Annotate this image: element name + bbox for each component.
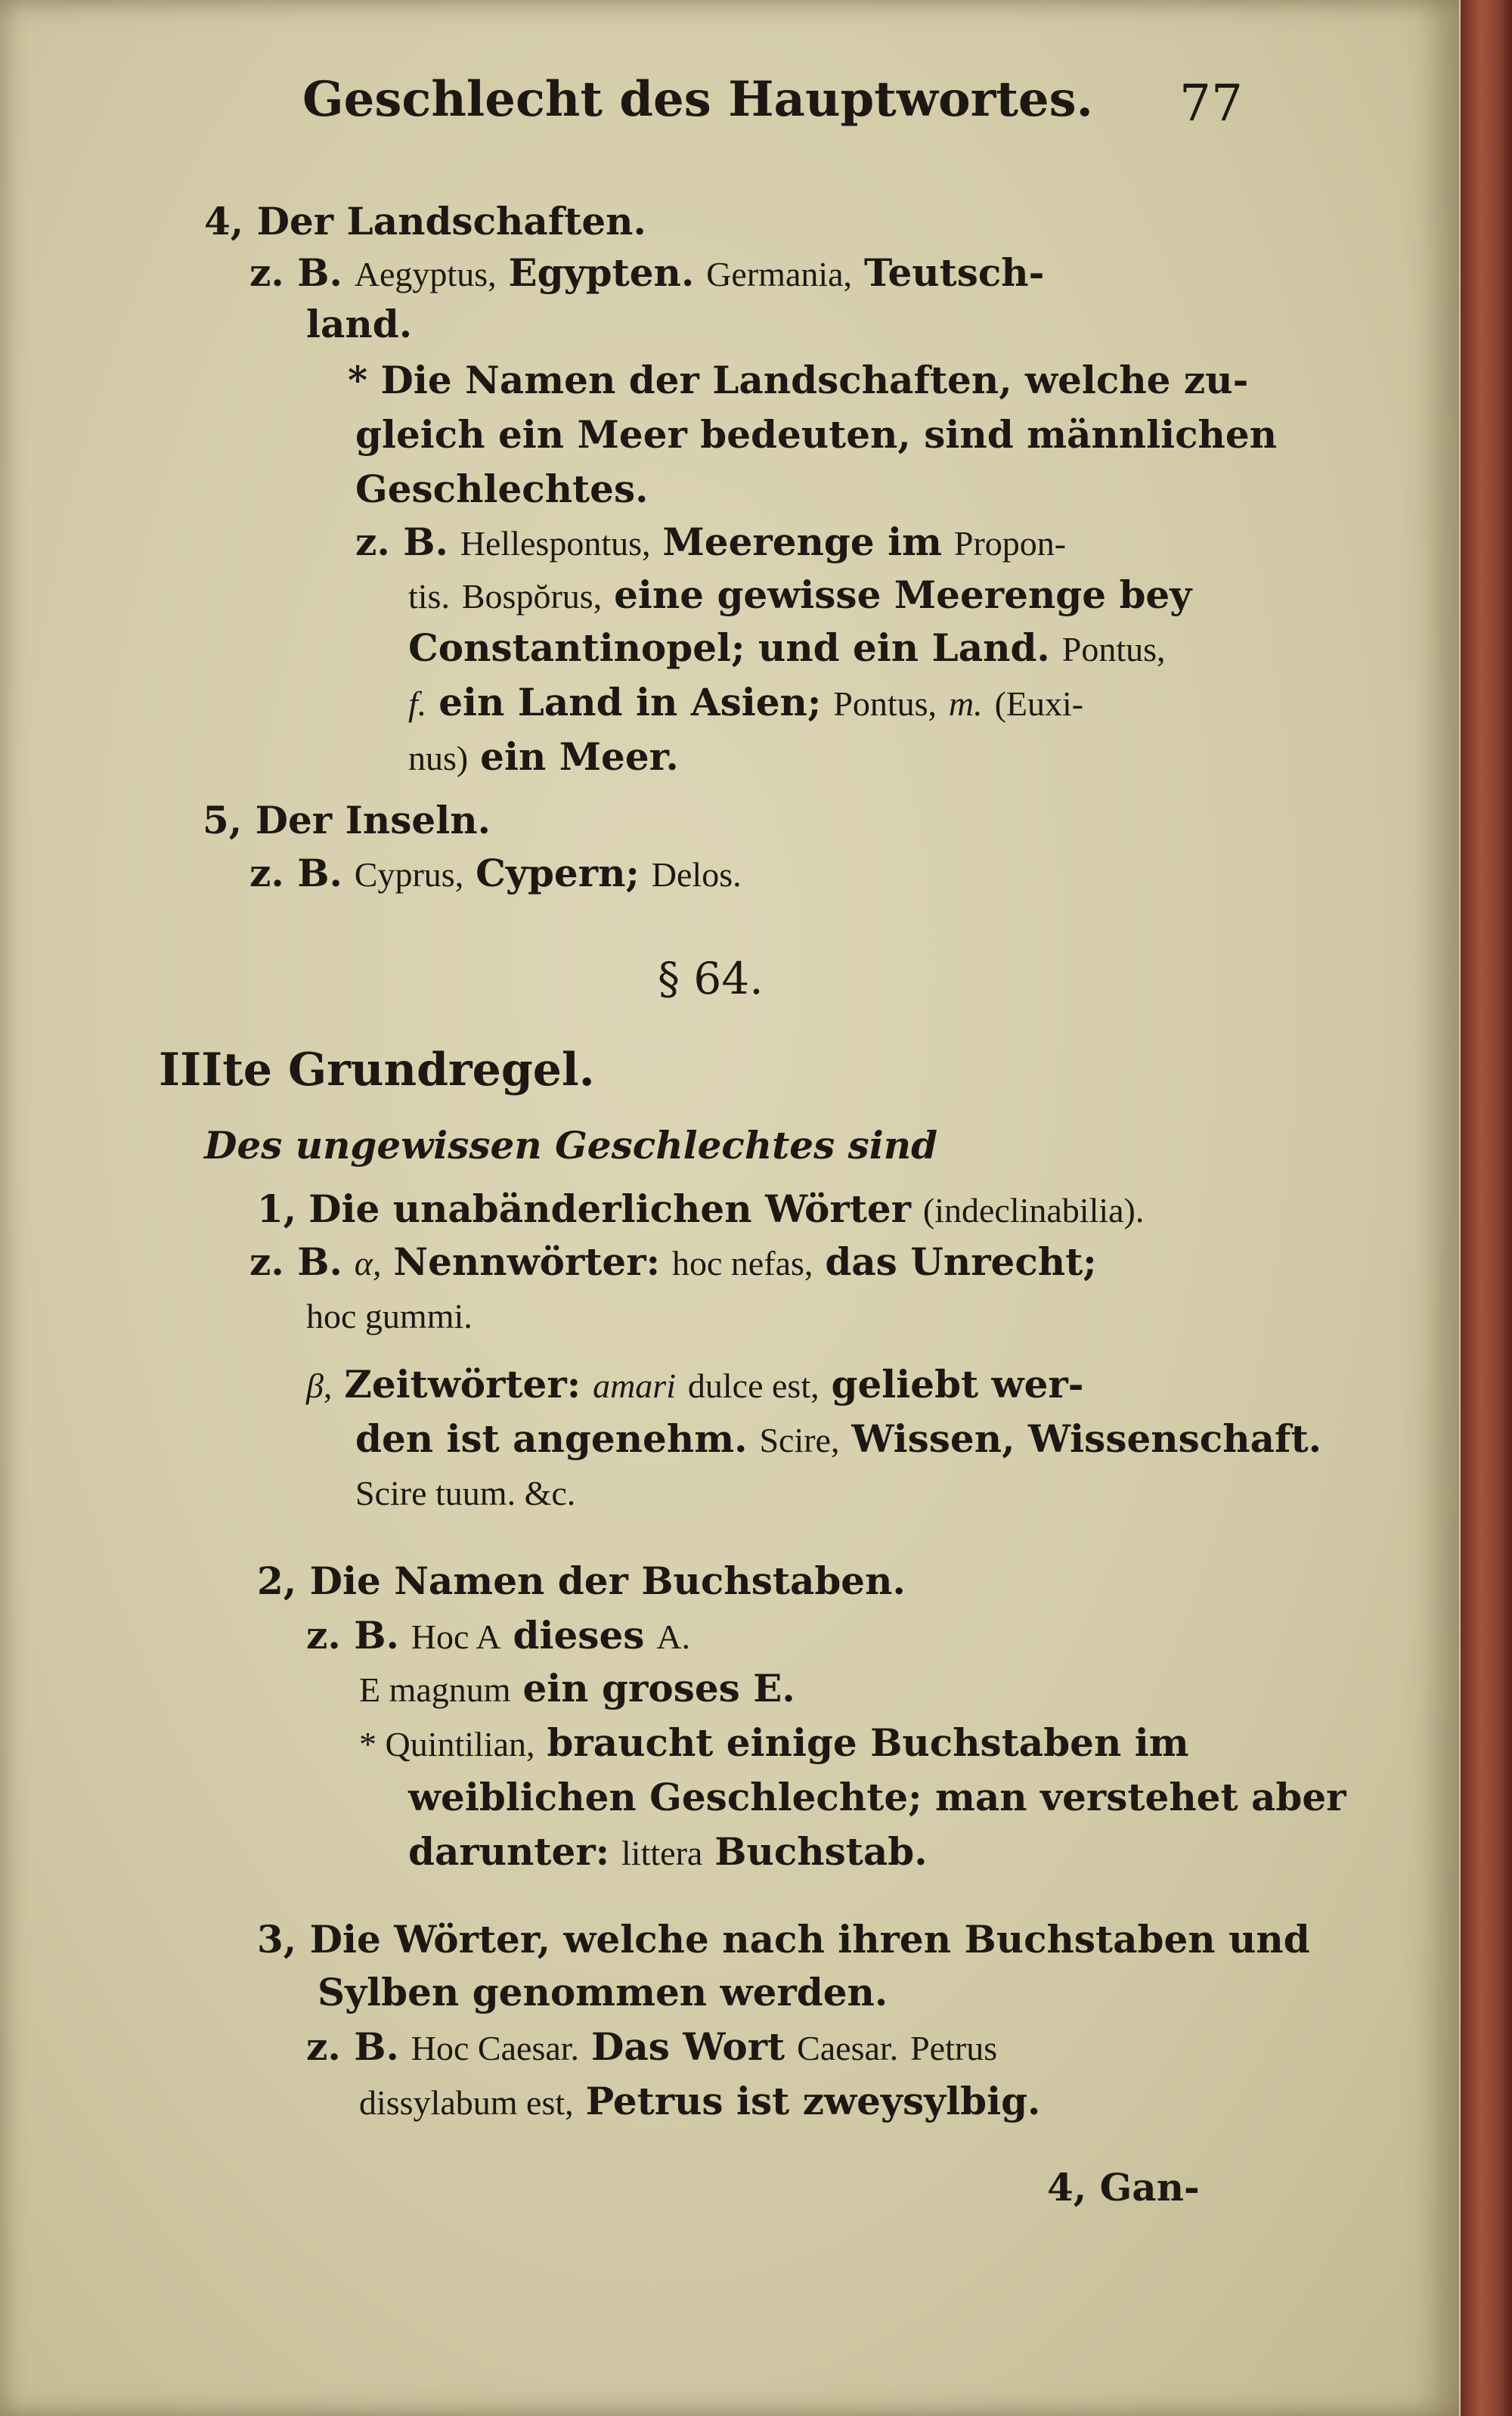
item-number: 3, (257, 1917, 297, 1962)
example-line (249, 250, 1045, 295)
german-term: darunter: (408, 1829, 610, 1874)
latin-term: littera (621, 1834, 703, 1872)
latin-term: amari (593, 1366, 676, 1405)
latin-term: Bospŏrus, (461, 577, 603, 616)
item-2-heading (257, 1558, 906, 1603)
zb-marker: z. B. (249, 250, 342, 295)
zb-marker: z. B. (306, 1613, 399, 1658)
example-line (359, 2079, 1041, 2123)
german-term: Cypern; (476, 851, 640, 895)
latin-term: Scire tuum. &c. (355, 1474, 576, 1512)
latin-term: Pontus, (833, 684, 937, 723)
german-term: braucht einige Buchstaben im (547, 1720, 1189, 1765)
item-number: 2, (257, 1558, 297, 1603)
german-term: Constantinopel; und ein Land. (408, 625, 1050, 670)
zb-marker: z. B. (306, 2024, 399, 2069)
german-term: das Unrecht; (825, 1239, 1097, 1284)
latin-term: Hoc Caesar. (411, 2029, 580, 2067)
gender-abbrev: f. (408, 684, 427, 723)
item-number: 5, (203, 798, 243, 842)
latin-term: (Euxi- (994, 684, 1084, 723)
latin-term: tis. (408, 577, 450, 616)
section-heading: § 64. (658, 953, 764, 1004)
latin-term: hoc gummi. (306, 1297, 472, 1335)
german-term: Teutsch- (863, 250, 1045, 295)
latin-term: Scire, (759, 1421, 840, 1459)
example-line (249, 1239, 1097, 1284)
item-number: 4, (204, 199, 244, 243)
example-line (306, 1613, 691, 1658)
sub-marker: α, (354, 1244, 382, 1282)
item-3-heading (257, 1917, 1310, 1962)
latin-term: dulce est, (687, 1366, 820, 1405)
note-line: Geschlechtes. (355, 467, 649, 511)
header-title: Geschlecht des Hauptwortes. (302, 71, 1093, 128)
german-term: Petrus ist zweysylbig. (585, 2079, 1041, 2123)
catchword: 4, Gan- (1047, 2165, 1200, 2210)
example-line (355, 1416, 1321, 1461)
latin-term: * Quintilian, (359, 1725, 535, 1763)
page-number: 77 (1179, 74, 1243, 132)
item-text: Die unabänderlichen Wörter (308, 1186, 911, 1231)
note-line: weiblichen Geschlechte; man verstehet aber (408, 1775, 1346, 1819)
item-4-heading (204, 199, 646, 243)
example-line (408, 572, 1192, 617)
german-term: geliebt wer- (831, 1362, 1084, 1406)
latin-term: Delos. (651, 855, 742, 894)
text-line: land. (306, 302, 413, 346)
item-text: Der Inseln. (255, 798, 491, 842)
zb-marker: z. B. (249, 1239, 342, 1284)
latin-term: Germania, (706, 255, 853, 293)
german-term: Meerenge im (662, 519, 942, 564)
rule-heading: IIIte Grundregel. (159, 1044, 595, 1096)
note-line: * Die Namen der Landschaften, welche zu- (348, 358, 1249, 402)
latin-term: dissylabum est, (359, 2083, 574, 2122)
note-line: gleich ein Meer bedeuten, sind männlichen (355, 412, 1278, 457)
example-line (359, 1666, 795, 1710)
german-term: Wissen, Wissenschaft. (851, 1416, 1321, 1461)
example-line (355, 519, 1067, 564)
item-text: Die Wörter, welche nach ihren Buchstaben und (309, 1917, 1310, 1962)
text-line: Sylben genommen werden. (318, 1970, 888, 2014)
item-number: 1, (257, 1186, 297, 1231)
item-5-heading (203, 798, 491, 842)
german-term: den ist angenehm. (355, 1416, 748, 1461)
sub-marker: β, (306, 1366, 333, 1405)
latin-term: Pontus, (1061, 630, 1166, 668)
item-1-heading (257, 1186, 1145, 1231)
rule-intro: Des ungewissen Geschlechtes sind (204, 1123, 938, 1168)
latin-term: Propon- (953, 524, 1067, 563)
latin-term: (indeclinabilia). (922, 1191, 1145, 1230)
example-line (408, 734, 679, 779)
example-line (408, 625, 1166, 670)
latin-term: Petrus (910, 2029, 998, 2067)
latin-term: E magnum (359, 1670, 511, 1709)
german-term: Das Wort (590, 2024, 785, 2069)
item-text: Der Landschaften. (256, 199, 646, 243)
latin-term: A. (656, 1617, 691, 1656)
example-line (249, 851, 742, 895)
german-term: Buchstab. (714, 1829, 928, 1874)
zb-marker: z. B. (249, 851, 342, 895)
latin-term: Hoc A (411, 1617, 501, 1656)
german-term: eine gewisse Meerenge bey (614, 572, 1192, 617)
latin-term: Cyprus, (354, 855, 464, 894)
example-line (306, 2024, 998, 2069)
note-line (408, 1829, 928, 1874)
german-term: Nennwörter: (393, 1239, 661, 1284)
running-header (302, 71, 1093, 128)
german-term: dieses (513, 1613, 645, 1658)
note-line (359, 1720, 1189, 1765)
german-term: ein Land in Asien; (438, 680, 822, 724)
latin-term: Aegyptus, (354, 255, 497, 293)
latin-term: Caesar. (797, 2029, 899, 2067)
german-term: ein groses E. (522, 1666, 795, 1710)
german-term: ein Meer. (480, 734, 679, 779)
german-term: Zeitwörter: (344, 1362, 581, 1406)
example-line (408, 680, 1084, 724)
latin-term: nus) (408, 739, 469, 777)
item-text: Die Namen der Buchstaben. (309, 1558, 906, 1603)
zb-marker: z. B. (355, 519, 448, 564)
book-edge (1461, 0, 1512, 2416)
example-line (306, 1362, 1084, 1406)
gender-abbrev: m. (948, 684, 983, 723)
german-term: Egypten. (508, 250, 695, 295)
latin-term: hoc nefas, (671, 1244, 813, 1282)
latin-term: Hellespontus, (460, 524, 651, 563)
